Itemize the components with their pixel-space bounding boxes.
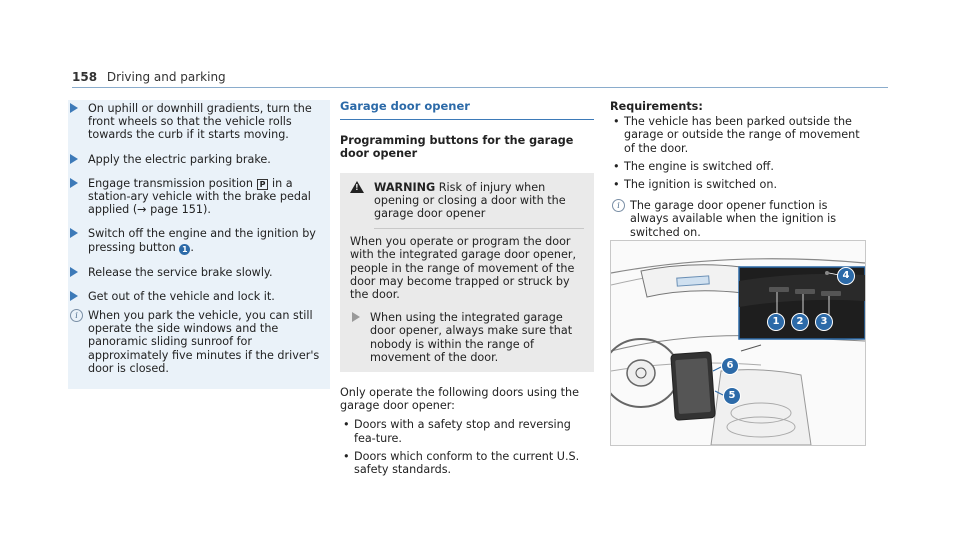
warning-step-text: When using the integrated garage door opener, always make sure that nobody is within the range of movement of the door. <box>370 311 573 364</box>
list-item: • The engine is switched off. <box>610 160 866 173</box>
warning-divider <box>374 228 584 229</box>
callout-3: 3 <box>815 313 833 331</box>
section-title: Garage door opener <box>340 100 594 120</box>
middle-column <box>340 100 594 481</box>
step-text: On uphill or downhill gradients, turn the front wheels so that the vehicle rolls towards the curb if it starts moving. <box>88 102 312 142</box>
requirements-list <box>610 115 866 191</box>
warning-box <box>340 173 594 372</box>
button-number-badge: 1 <box>179 244 190 255</box>
step-item <box>68 153 330 166</box>
section-name: Driving and parking <box>106 70 226 84</box>
step-arrow-icon <box>70 178 78 188</box>
step-arrow-icon <box>70 103 78 113</box>
list-item: • Doors with a safety stop and reversing fea-ture. <box>340 418 594 444</box>
list-item: • The ignition is switched on. <box>610 178 866 191</box>
door-list <box>340 418 594 476</box>
step-arrow-icon <box>352 312 360 322</box>
info-note <box>68 309 330 375</box>
step-arrow-icon <box>70 228 78 238</box>
step-text: Apply the electric parking brake. <box>88 152 271 166</box>
step-item <box>68 290 330 303</box>
step-arrow-icon <box>70 154 78 164</box>
requirements-title: Requirements: <box>610 100 703 113</box>
left-column <box>68 100 330 389</box>
right-column <box>610 100 866 247</box>
note-text: When you park the vehicle, you can still operate the side windows and the panoramic sliding sunroof for approximately five minutes if the driver's door is closed. <box>88 309 320 375</box>
step-text: Get out of the vehicle and lock it. <box>88 289 275 303</box>
step-item <box>68 227 330 254</box>
info-icon: i <box>612 199 625 212</box>
step-item <box>68 177 330 217</box>
step-text-end: . <box>190 240 194 254</box>
page-reference-link[interactable]: in a station-ary vehicle with the brake pedal applied (→ page 151). <box>88 176 311 217</box>
warning-label: WARNING <box>374 180 436 194</box>
warning-heading-text: Risk of injury when opening or closing a door with the garage door opener <box>374 180 566 221</box>
callout-5: 5 <box>723 387 741 405</box>
callout-2: 2 <box>791 313 809 331</box>
list-item: • The vehicle has been parked outside the garage or outside the range of movement of the door. <box>610 115 866 155</box>
page-number: 158 <box>72 70 98 84</box>
warning-body: When you operate or program the door with the integrated garage door opener, people in the range of movement of the door may become trapped or struck by the door. <box>350 235 577 302</box>
info-note <box>610 199 866 239</box>
step-text: Switch off the engine and the ignition by pressing button <box>88 227 316 254</box>
step-text: Engage transmission position <box>88 176 253 190</box>
warning-triangle-icon <box>350 181 364 193</box>
header-divider <box>72 87 888 88</box>
step-text: Release the service brake slowly. <box>88 265 273 279</box>
garage-door-opener-illustration <box>610 240 866 446</box>
note-text: The garage door opener function is always available when the ignition is switched on. <box>630 199 837 239</box>
list-item: • Doors which conform to the current U.S. safety standards. <box>340 450 594 476</box>
park-position-key: P <box>257 179 269 190</box>
callout-4: 4 <box>837 267 855 285</box>
intro-text: Only operate the following doors using the garage door opener: <box>340 386 579 413</box>
step-item <box>68 266 330 279</box>
interior-drawing <box>611 241 865 445</box>
step-arrow-icon <box>70 267 78 277</box>
info-icon: i <box>70 309 83 322</box>
callout-6: 6 <box>721 357 739 375</box>
callout-1: 1 <box>767 313 785 331</box>
subsection-title: Programming buttons for the garage door opener <box>340 134 574 161</box>
step-item <box>68 102 330 142</box>
warning-heading <box>350 181 584 221</box>
page-header <box>72 70 226 84</box>
warning-step <box>350 311 584 364</box>
step-arrow-icon <box>70 291 78 301</box>
